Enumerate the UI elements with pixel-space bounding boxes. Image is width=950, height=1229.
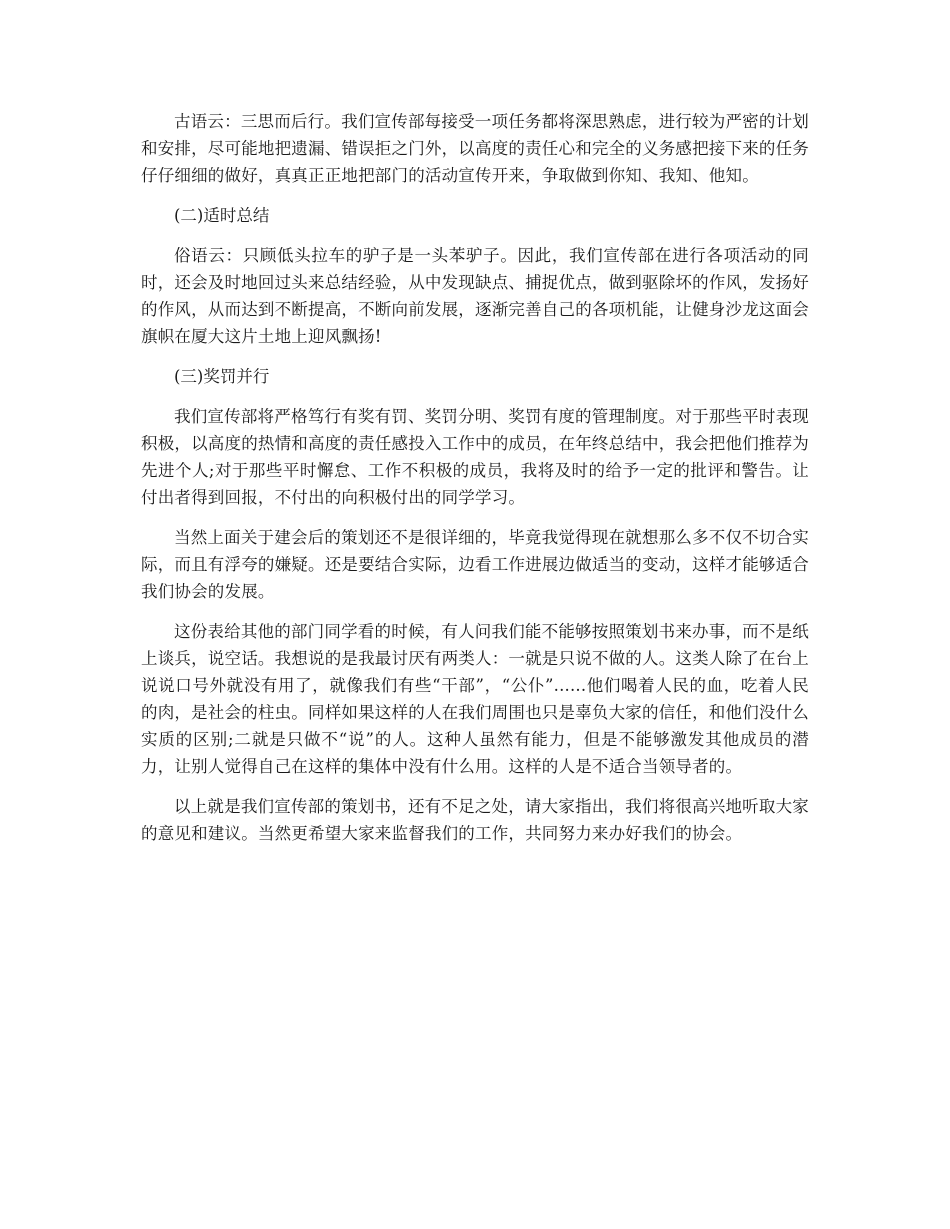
paragraph-reward-punish: 我们宣传部将严格笃行有奖有罚、奖罚分明、奖罚有度的管理制度。对于那些平时表现积极，以高度的热情和高度的责任感投入工作中的成员，在年终总结中，我会把他们推荐为先进个人;对于那些平时懈怠、工作不积极的成员，我将及时的给予一定的批评和警告。让付出者得到回报，不付出的向积极付出的同学学习。 bbox=[141, 407, 809, 507]
section-heading-reward-punish: (三)奖罚并行 bbox=[174, 367, 270, 386]
section-heading-timely-summary: (二)适时总结 bbox=[174, 206, 270, 225]
paragraph-planning-note: 当然上面关于建会后的策划还不是很详细的，毕竟我觉得现在就想那么多不仅不切合实际，而且有浮夸的嫌疑。还是要结合实际，边看工作进展边做适当的变动，这样才能够适合我们协会的发展。 bbox=[141, 528, 809, 601]
paragraph-two-types: 这份表给其他的部门同学看的时候，有人问我们能不能够按照策划书来办事，而不是纸上谈兵，说空话。我想说的是我最讨厌有两类人：一就是只说不做的人。这类人除了在台上说说口号外就没有用了，就像我们有些“干部”，“公仆”......他们喝着人民的血，吃着人民的肉，是社会的柱虫。同样如果这样的人在我们周围也只是辜负大家的信任，和他们没什么实质的区别;二就是只做不“说”的人。这种人虽然有能力，但是不能够激发其他成员的潜力，让别人觉得自己在这样的集体中没有什么用。这样的人是不适合当领导者的。 bbox=[141, 622, 809, 776]
document-page bbox=[141, 108, 809, 860]
paragraph-sansi: 古语云：三思而后行。我们宣传部每接受一项任务都将深思熟虑，进行较为严密的计划和安排，尽可能地把遗漏、错误拒之门外，以高度的责任心和完全的义务感把接下来的任务仔仔细细的做好，真真正正地把部门的活动宣传开来，争取做到你知、我知、他知。 bbox=[141, 112, 809, 185]
paragraph-summary: 俗语云：只顾低头拉车的驴子是一头苯驴子。因此，我们宣传部在进行各项活动的同时，还会及时地回过头来总结经验，从中发现缺点、捕捉优点，做到驱除坏的作风，发扬好的作风，从而达到不断提高，不断向前发展，逐渐完善自己的各项机能，让健身沙龙这面会旗帜在厦大这片土地上迎风飘扬! bbox=[141, 246, 809, 346]
paragraph-conclusion: 以上就是我们宣传部的策划书，还有不足之处，请大家指出，我们将很高兴地听取大家的意见和建议。当然更希望大家来监督我们的工作，共同努力来办好我们的协会。 bbox=[141, 797, 809, 843]
